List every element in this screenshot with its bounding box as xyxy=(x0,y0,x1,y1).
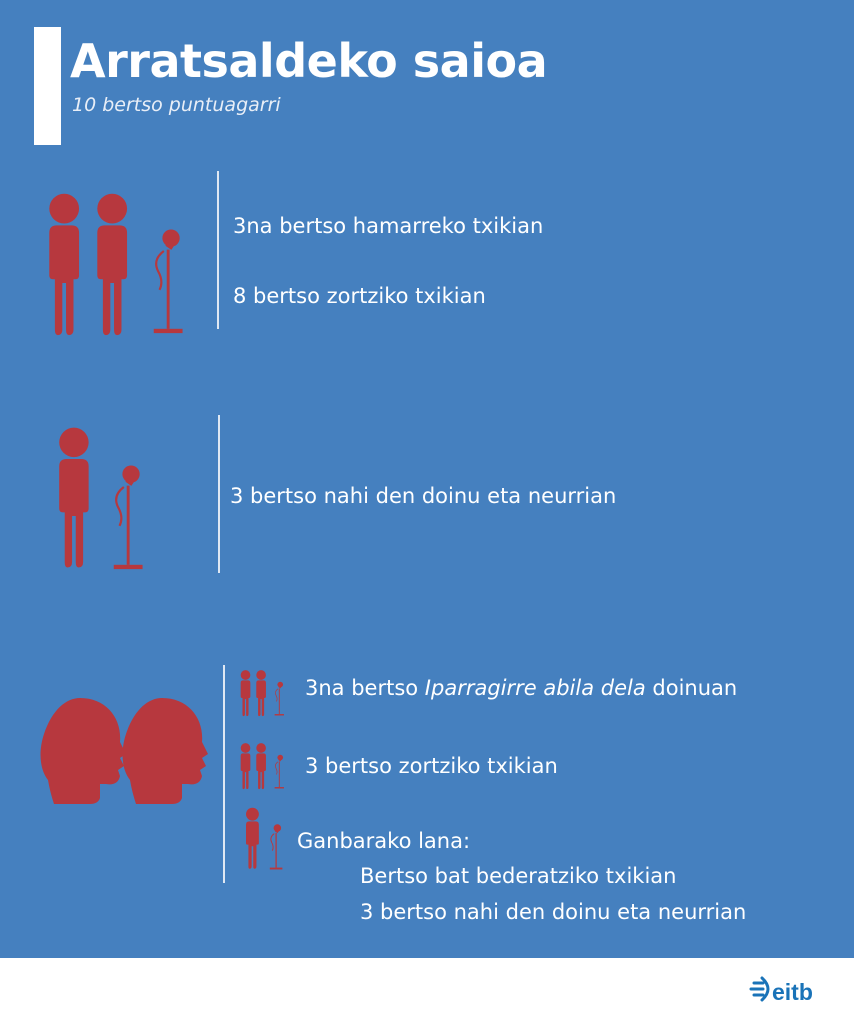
two-heads-facing-icon xyxy=(38,694,210,810)
section-1-line-1: 3na bertso hamarreko txikian xyxy=(233,214,544,238)
two-singers-microphone-icon xyxy=(38,192,198,336)
section-divider xyxy=(223,665,225,883)
section-divider xyxy=(218,415,220,573)
page-subtitle: 10 bertso puntuagarri xyxy=(72,94,281,116)
section-3-item-1-pre: 3na bertso xyxy=(305,676,425,700)
section-2-line-1: 3 bertso nahi den doinu eta neurrian xyxy=(230,484,617,508)
eitb-logo-text: eitb xyxy=(772,979,813,1005)
eitb-logo-icon xyxy=(751,978,768,1000)
section-3-item-2: 3 bertso zortziko txikian xyxy=(305,754,558,778)
section-3-sub-item-1: Bertso bat bederatziko txikian xyxy=(360,864,677,888)
eitb-logo xyxy=(748,968,828,1008)
section-1-line-2: 8 bertso zortziko txikian xyxy=(233,284,486,308)
section-3-item-1-post: doinuan xyxy=(645,676,738,700)
section-3-sub-item-2: 3 bertso nahi den doinu eta neurrian xyxy=(360,900,747,924)
section-3-item-3: Ganbarako lana: xyxy=(297,829,471,853)
two-singers-microphone-icon xyxy=(237,669,289,717)
title-accent-bar xyxy=(34,27,61,145)
singer-microphone-icon xyxy=(50,424,160,570)
section-3-item-1-tune: Iparragirre abila dela xyxy=(424,676,646,700)
section-3-item-1 xyxy=(305,676,737,700)
singer-microphone-icon xyxy=(242,806,290,870)
two-singers-microphone-icon xyxy=(237,742,289,790)
page-title: Arratsaldeko saioa xyxy=(70,34,548,88)
section-divider xyxy=(217,171,219,329)
